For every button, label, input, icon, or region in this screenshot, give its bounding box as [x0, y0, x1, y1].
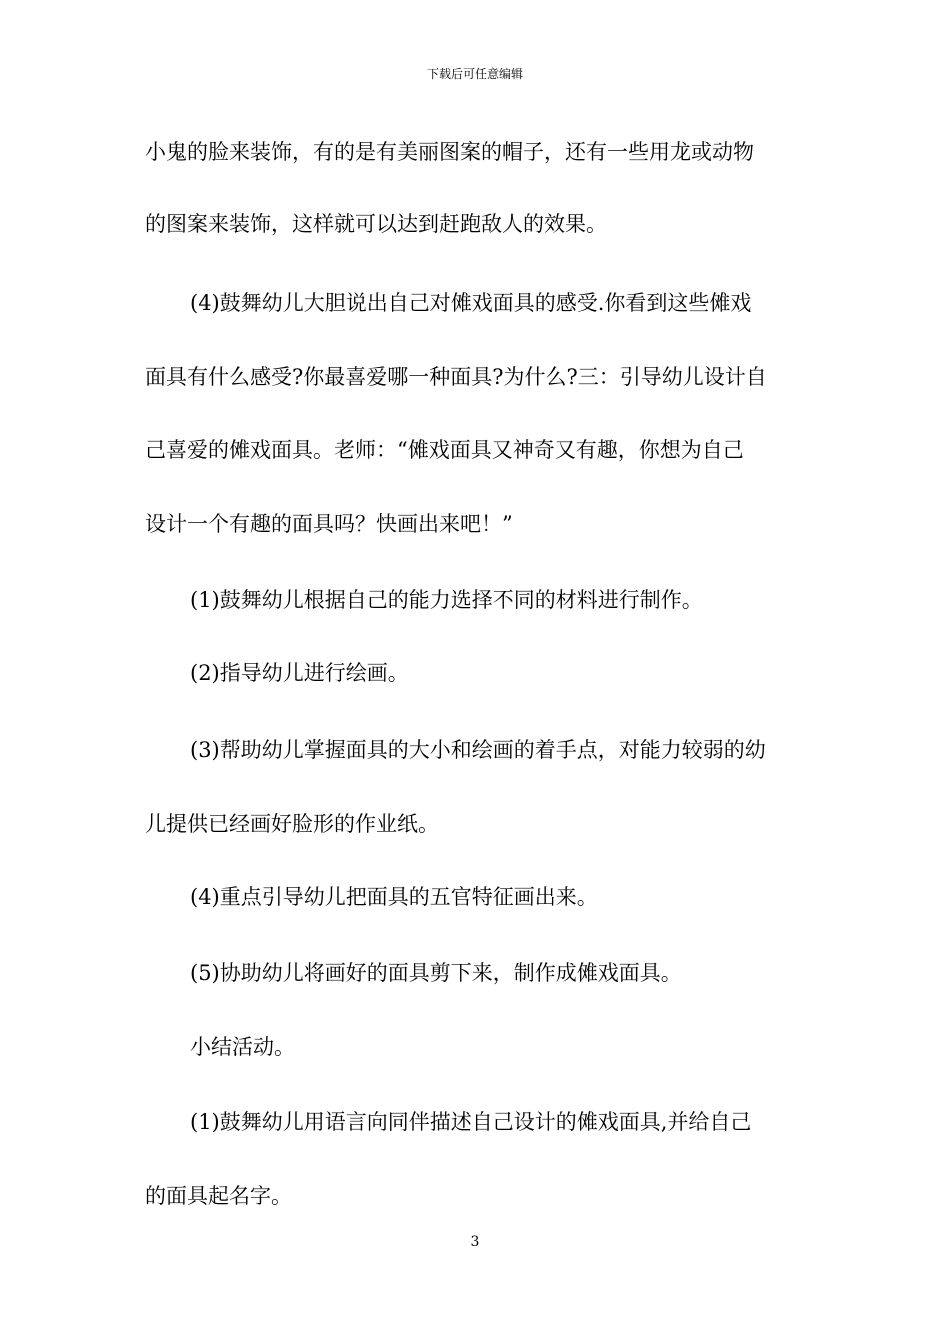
text-line: 面具有什么感受?你最喜爱哪一种面具?为什么?三：引导幼儿设计自	[145, 365, 767, 389]
text-line: 小鬼的脸来装饰，有的是有美丽图案的帽子，还有一些用龙或动物	[145, 140, 754, 164]
text-line: 儿提供已经画好脸形的作业纸。	[145, 812, 439, 836]
text-line: (2)指导幼儿进行绘画。	[190, 661, 409, 685]
text-line: 己喜爱的傩戏面具。老师：“傩戏面具又神奇又有趣，你想为自己	[145, 438, 744, 462]
text-line: (3)帮助幼儿掌握面具的大小和绘画的着手点，对能力较弱的幼	[190, 738, 766, 762]
text-line: 设计一个有趣的面具吗？快画出来吧！”	[145, 512, 513, 536]
text-line: (4)重点引导幼儿把面具的五官特征画出来。	[190, 885, 598, 909]
text-line: (4)鼓舞幼儿大胆说出自己对傩戏面具的感受.你看到这些傩戏	[190, 291, 752, 315]
text-line: (1)鼓舞幼儿用语言向同伴描述自己设计的傩戏面具,并给自己	[190, 1110, 752, 1134]
text-line: (5)协助幼儿将画好的面具剪下来，制作成傩戏面具。	[190, 961, 682, 985]
text-line: 小结活动。	[190, 1035, 295, 1059]
text-line: (1)鼓舞幼儿根据自己的能力选择不同的材料进行制作。	[190, 588, 703, 612]
page-number: 3	[470, 1234, 480, 1250]
page-header: 下载后可任意编辑	[426, 67, 523, 81]
text-line: 的图案来装饰，这样就可以达到赶跑敌人的效果。	[145, 212, 607, 236]
text-line: 的面具起名字。	[145, 1184, 292, 1208]
